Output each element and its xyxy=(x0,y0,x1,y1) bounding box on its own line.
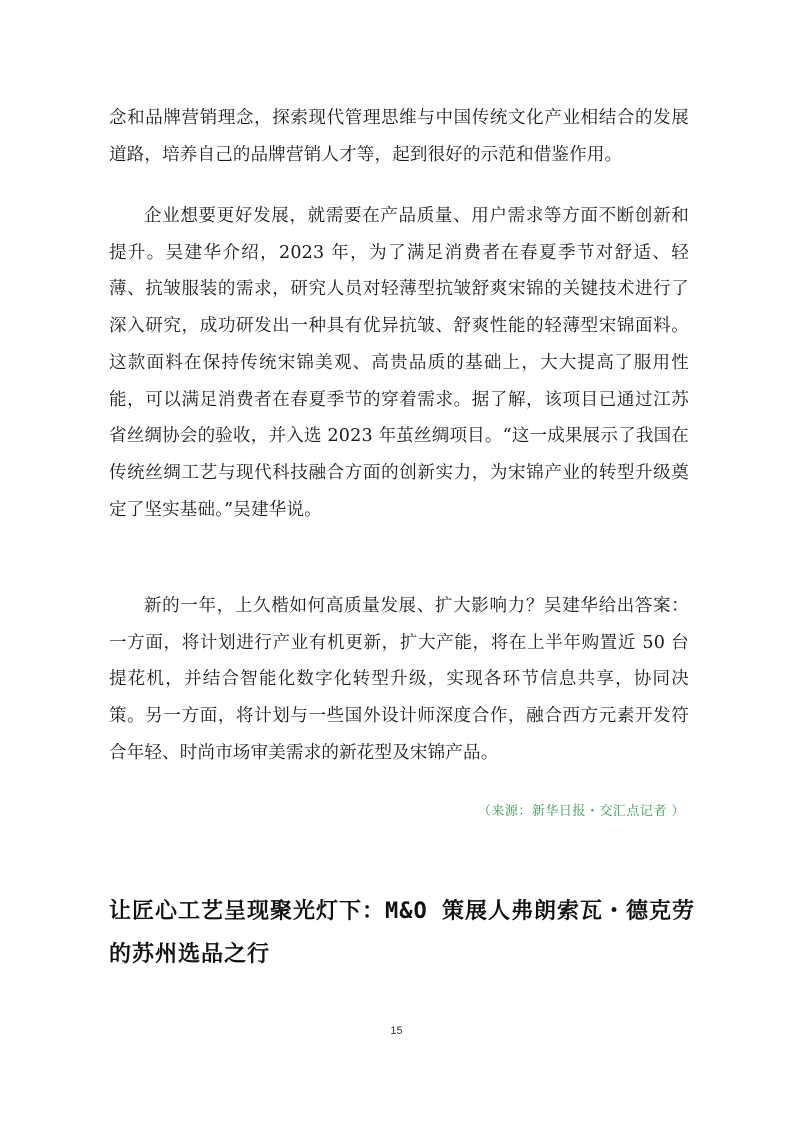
paragraph-continuation: 念和品牌营销理念，探索现代管理思维与中国传统文化产业相结合的发展道路，培养自己的品牌营销人才等，起到很好的示范和借鉴作用。 xyxy=(109,108,689,165)
paragraph-new-year-plans: 新的一年，上久楷如何高质量发展、扩大影响力？吴建华给出答案：一方面，将计划进行产业有机更新，扩大产能，将在上半年购置近 50 台提花机，并结合智能化数字化转型升级，实现各环节信息共享，协同决策。另一方面，将计划与一些国外设计师深度合作，融合西方元素开发符合年轻、时尚市场审美需求的新花型及宋锦产品。 xyxy=(109,596,689,763)
page-number: 15 xyxy=(390,1025,403,1037)
article-title: 让匠心工艺呈现聚光灯下：M&O 策展人弗朗索瓦・德克劳的苏州选品之行 xyxy=(109,899,695,967)
paragraph-innovation: 企业想要更好发展，就需要在产品质量、用户需求等方面不断创新和提升。吴建华介绍，2023 年，为了满足消费者在春夏季节对舒适、轻薄、抗皱服装的需求，研究人员对轻薄型抗皱舒爽宋锦的关键技术进行了深入研究，成功研发出一种具有优异抗皱、舒爽性能的轻薄型宋锦面料。这款面料在保持传统宋锦美观、高贵品质的基础上，大大提高了服用性能，可以满足消费者在春夏季节的穿着需求。据了解，该项目已通过江苏省丝绸协会的验收，并入选 2023 年茧丝绸项目。“这一成果展示了我国在传统丝绸工艺与现代科技融合方面的创新实力，为宋锦产业的转型升级奠定了坚实基础。”吴建华说。 xyxy=(109,206,689,520)
source-attribution: （来源：新华日报・交汇点记者 ） xyxy=(477,804,685,819)
